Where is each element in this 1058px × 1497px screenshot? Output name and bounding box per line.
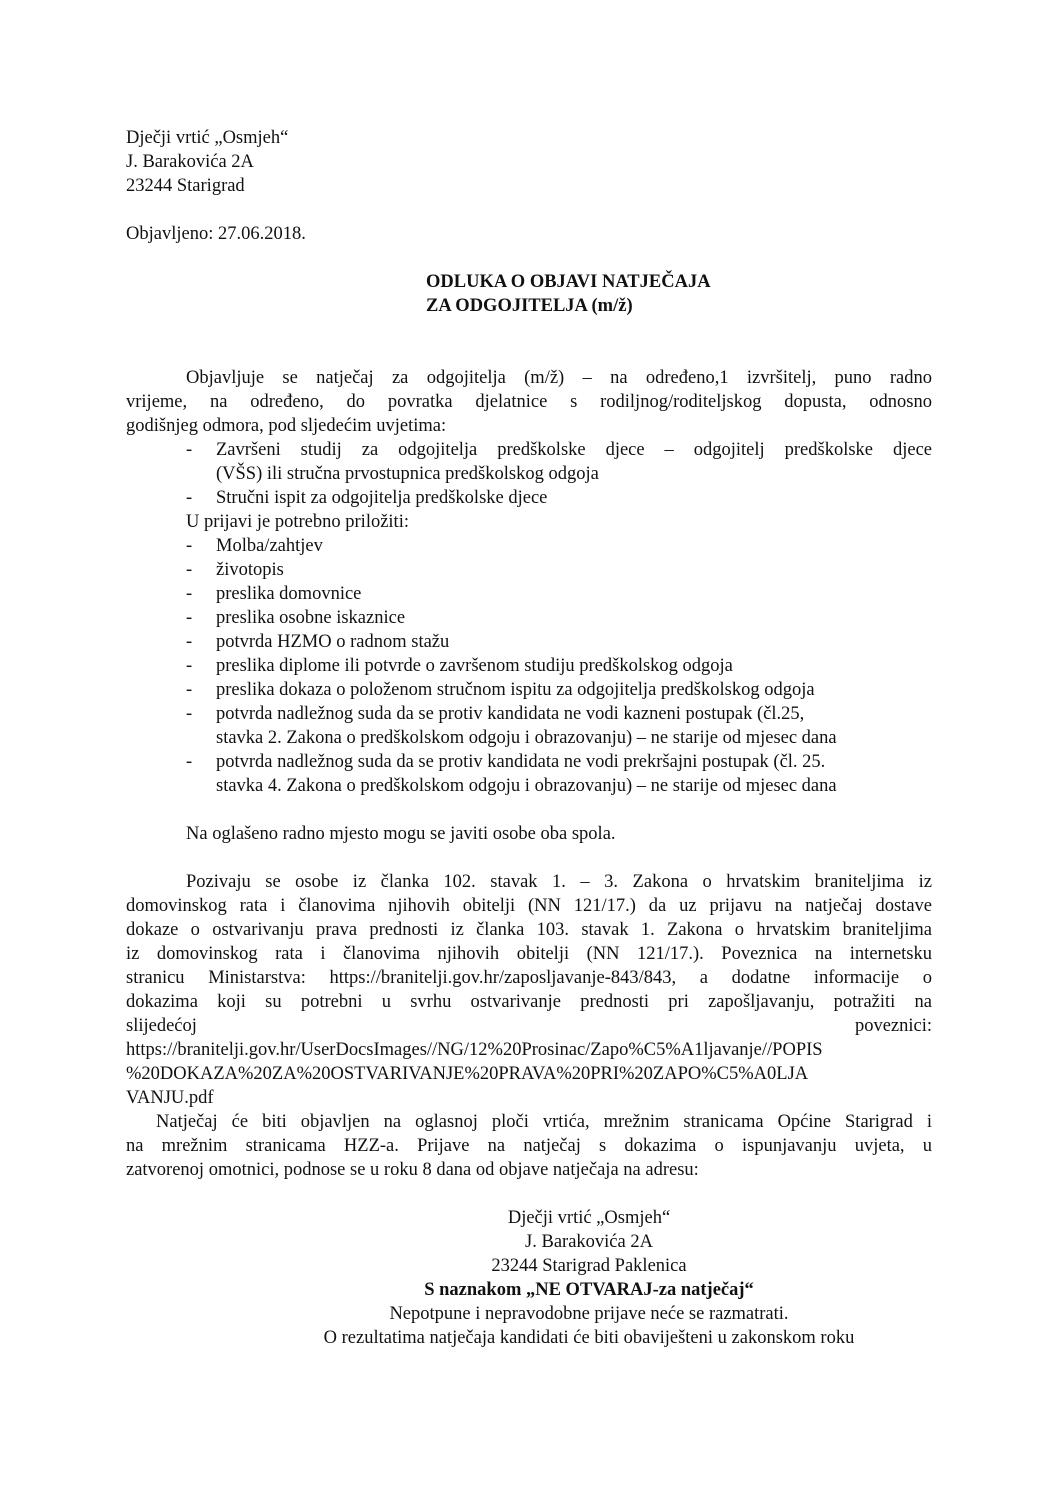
paragraph-line: dokaze o ostvarivanju prava prednosti iz članka 103. stavak 1. Zakona o hrvatskim braniteljima <box>126 920 932 940</box>
title-line-1: ODLUKA O OBJAVI NATJEČAJA <box>426 272 711 292</box>
list-item <box>186 654 932 678</box>
list-item-text: Stručni ispit za odgojitelja predškolske djece <box>216 488 548 508</box>
list-item-text: stavka 2. Zakona o predškolskom odgoju i obrazovanju) – ne starije od mjesec dana <box>216 728 837 748</box>
paragraph-line <box>126 1014 932 1038</box>
list-item <box>186 486 932 510</box>
paragraph-line: domovinskog rata i članovima njihovih obitelji (NN 121/17.) da uz prijavu na natječaj dostave <box>126 896 932 916</box>
paragraph-line: stranicu Ministarstva: https://branitelji.gov.hr/zaposljavanje-843/843, a dodatne informacije o <box>126 968 932 988</box>
attachments-list <box>126 534 932 798</box>
attachments-heading: U prijavi je potrebno priložiti: <box>186 512 409 532</box>
intro-paragraph <box>126 366 932 438</box>
both-sexes-note: Na oglašeno radno mjesto mogu se javiti osobe oba spola. <box>186 824 616 844</box>
list-item <box>186 534 932 558</box>
veterans-paragraph <box>126 870 932 1110</box>
list-item-text: Molba/zahtjev <box>216 536 323 556</box>
list-item-text: potvrda nadležnog suda da se protiv kandidata ne vodi prekršajni postupak (čl. 25. <box>216 752 826 772</box>
intro-line: godišnjeg odmora, pod sljedećim uvjetima: <box>126 416 447 436</box>
published-date: Objavljeno: 27.06.2018. <box>126 224 306 244</box>
paragraph-line: Pozivaju se osobe iz članka 102. stavak 1. – 3. Zakona o hrvatskim braniteljima iz <box>186 872 932 892</box>
sender-name: Dječji vrtić „Osmjeh“ <box>126 128 289 148</box>
link-url-line: %20DOKAZA%20ZA%20OSTVARIVANJE%20PRAVA%20PRI%20ZAPO%C5%A0LJA <box>126 1064 809 1084</box>
list-item-text: životopis <box>216 560 284 580</box>
recipient-street: J. Barakovića 2A <box>525 1232 653 1252</box>
bullet-dash: - <box>186 440 193 460</box>
list-item-text: preslika dokaza o položenom stručnom ispitu za odgojitelja predškolskog odgoja <box>216 680 815 700</box>
list-item-text: stavka 4. Zakona o predškolskom odgoju i obrazovanju) – ne starije od mjesec dana <box>216 776 837 796</box>
list-item <box>186 702 932 750</box>
list-item-text: preslika osobne iskaznice <box>216 608 406 628</box>
intro-line: vrijeme, na određeno, do povratka djelatnice s rodiljnog/roditeljskog dopusta, odnosno <box>126 392 932 412</box>
recipient-city: 23244 Starigrad Paklenica <box>491 1256 687 1276</box>
paragraph-line: na mrežnim stranicama HZZ-a. Prijave na natječaj s dokazima o ispunjavanju uvjeta, u <box>126 1136 932 1156</box>
list-item-text: potvrda HZMO o radnom stažu <box>216 632 450 652</box>
results-note: O rezultatima natječaja kandidati će biti obaviješteni u zakonskom roku <box>323 1328 855 1348</box>
incomplete-note: Nepotpune i nepravodobne prijave neće se razmatrati. <box>389 1304 789 1324</box>
bullet-dash: - <box>186 752 193 772</box>
paragraph-word: poveznici: <box>854 1016 932 1036</box>
list-item-text: Završeni studij za odgojitelja predškolske djece – odgojitelj predškolske djece <box>216 440 932 460</box>
bullet-dash: - <box>186 488 193 508</box>
conditions-list <box>126 438 932 534</box>
link-url-line: https://branitelji.gov.hr/UserDocsImages//NG/12%20Prosinac/Zapo%C5%A1ljavanje//POPIS <box>126 1040 823 1060</box>
list-item <box>186 558 932 582</box>
list-item <box>186 750 932 798</box>
list-item <box>186 582 932 606</box>
paragraph-word: slijedećoj <box>126 1016 197 1036</box>
bullet-dash: - <box>186 680 193 700</box>
bullet-dash: - <box>186 560 193 580</box>
list-item <box>186 606 932 630</box>
paragraph-line: zatvorenoj omotnici, podnose se u roku 8 dana od objave natječaja na adresu: <box>126 1160 699 1180</box>
bullet-dash: - <box>186 584 193 604</box>
list-item <box>186 438 932 486</box>
sender-street: J. Barakovića 2A <box>126 152 254 172</box>
paragraph-line: Natječaj će biti objavljen na oglasnoj ploči vrtića, mrežnim stranicama Općine Starigrad i <box>156 1112 932 1132</box>
bullet-dash: - <box>186 608 193 628</box>
link-url-line: VANJU.pdf <box>126 1088 214 1108</box>
bullet-dash: - <box>186 536 193 556</box>
paragraph-line: dokazima koji su potrebni u svrhu ostvarivanje prednosti pri zapošljavanju, potražiti na <box>126 992 932 1012</box>
list-item-text: potvrda nadležnog suda da se protiv kandidata ne vodi kazneni postupak (čl.25, <box>216 704 805 724</box>
paragraph-line: iz domovinskog rata i članovima njihovih obitelji (NN 121/17.). Poveznica na internetsku <box>126 944 932 964</box>
list-item <box>186 678 932 702</box>
recipient-name: Dječji vrtić „Osmjeh“ <box>507 1208 671 1228</box>
intro-line: Objavljuje se natječaj za odgojitelja (m/ž) – na određeno,1 izvršitelj, puno radno <box>186 368 932 388</box>
list-item-text: preslika domovnice <box>216 584 362 604</box>
list-item <box>186 630 932 654</box>
recipient-address-block <box>126 1206 932 1350</box>
bullet-dash: - <box>186 704 193 724</box>
bullet-dash: - <box>186 656 193 676</box>
publication-paragraph <box>126 1110 932 1182</box>
document-title <box>126 270 932 318</box>
title-line-2: ZA ODGOJITELJA (m/ž) <box>426 296 633 316</box>
bullet-dash: - <box>186 632 193 652</box>
document-page <box>126 126 932 1350</box>
list-item-text: preslika diplome ili potvrde o završenom studiju predškolskog odgoja <box>216 656 733 676</box>
list-item-text: (VŠS) ili stručna prvostupnica predškolskog odgoja <box>216 464 599 484</box>
sender-address <box>126 126 932 198</box>
envelope-marking: S naznakom „NE OTVARAJ-za natječaj“ <box>424 1280 754 1300</box>
sender-city: 23244 Starigrad <box>126 176 245 196</box>
